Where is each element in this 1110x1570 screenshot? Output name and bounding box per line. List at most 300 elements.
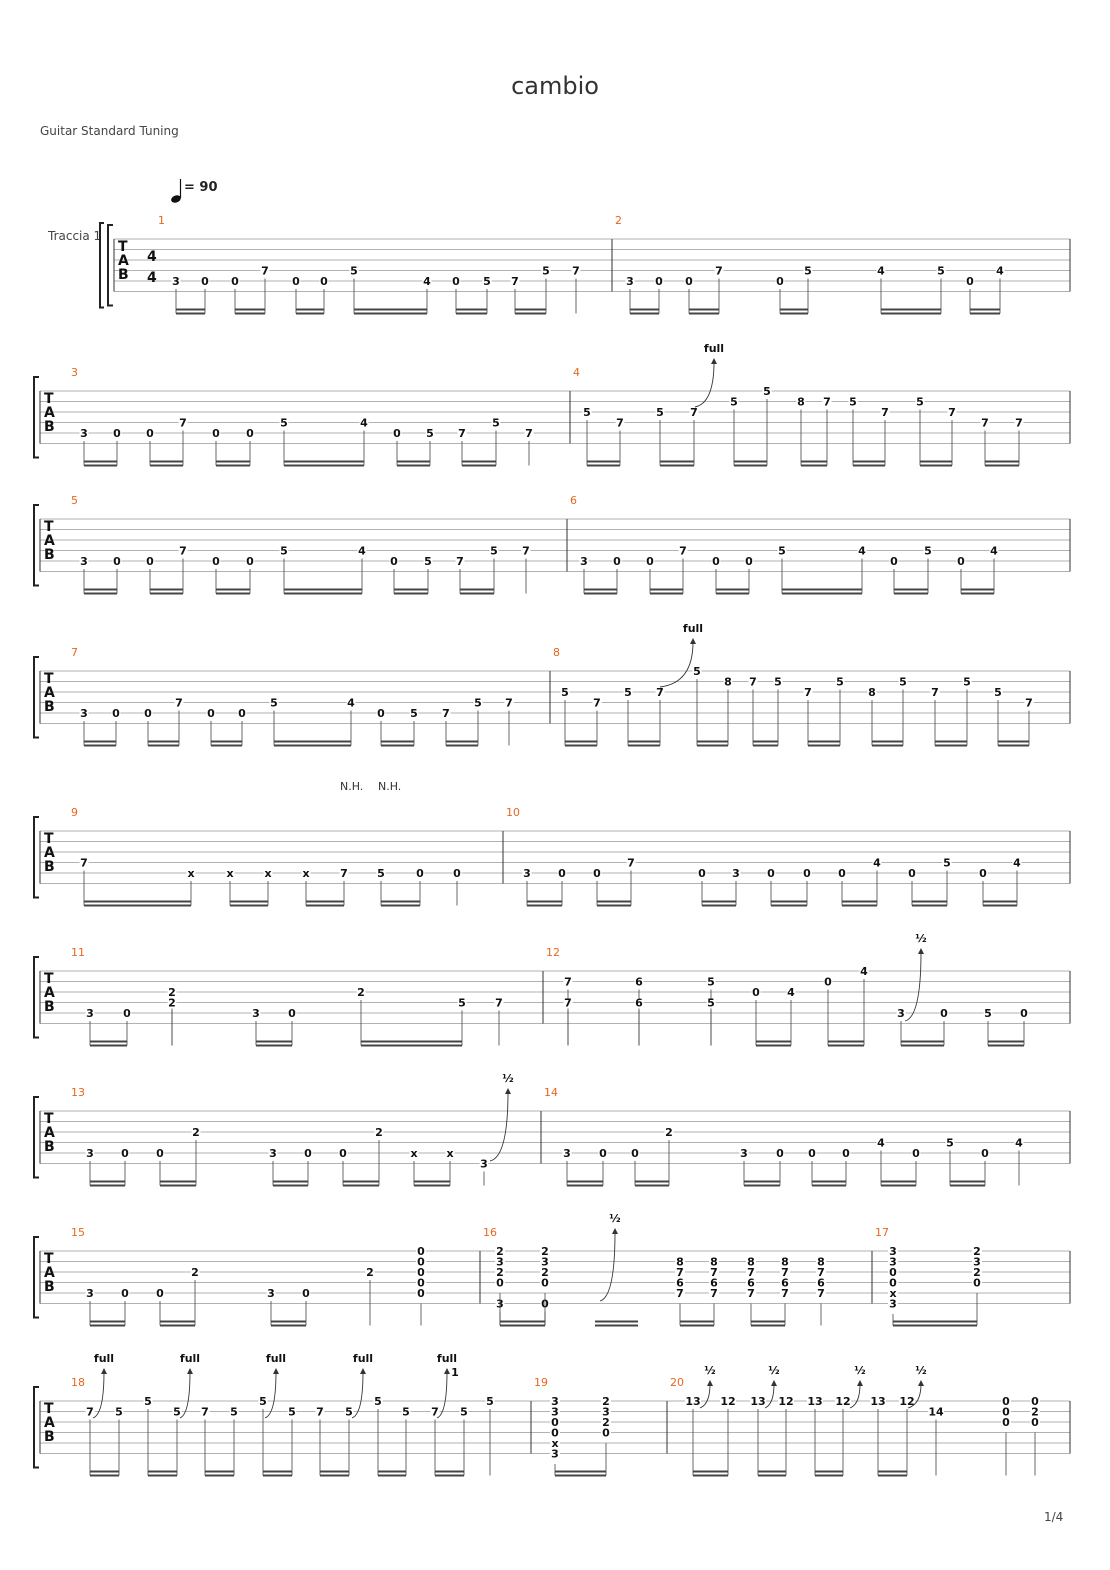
fret-number: 7 (201, 1405, 209, 1419)
chord-fret: 2 (496, 1266, 504, 1279)
fret-number: 0 (979, 867, 987, 880)
fret-number: 3 (580, 555, 588, 568)
fret-number: 5 (693, 665, 701, 678)
bar-number: 1 (158, 214, 165, 227)
fret-number: 7 (316, 1405, 324, 1419)
fret-number: 0 (212, 555, 220, 568)
chord-fret: 3 (496, 1255, 504, 1269)
fret-number: 13 (807, 1395, 823, 1408)
fret-number: x (302, 867, 310, 880)
fret-number: 2 (375, 1126, 383, 1139)
fret-number: 3 (80, 555, 88, 568)
fret-number: 5 (774, 675, 782, 689)
fret-number: x (226, 867, 234, 880)
fret-number: 0 (156, 1147, 164, 1160)
fret-number: 0 (940, 1007, 948, 1020)
chord-fret: 0 (551, 1426, 559, 1440)
fret-number: 7 (86, 1405, 94, 1419)
bend-arrowhead (918, 948, 924, 954)
fret-number: 0 (908, 867, 916, 880)
fret-number: 7 (261, 264, 269, 278)
fret-number: 5 (624, 686, 632, 699)
bend-arrowhead (187, 1368, 193, 1374)
bend-amount: full (436, 1352, 458, 1365)
bend-arrowhead (690, 638, 696, 644)
bend-curve (700, 1384, 710, 1408)
system-brace (34, 817, 39, 898)
fret-number: 0 (416, 867, 424, 880)
bar-number: 13 (71, 1086, 85, 1099)
fret-number: 3 (80, 427, 88, 440)
fret-number: 0 (231, 275, 239, 288)
chord-fret: 7 (781, 1287, 789, 1300)
bend-amount: ½ (609, 1212, 621, 1225)
fret-number: 0 (803, 867, 811, 880)
fret-number: 0 (745, 555, 753, 568)
bend-release-number: 1 (451, 1366, 459, 1379)
tab-clef-letter: B (44, 859, 55, 875)
system-brace (34, 657, 39, 738)
fret-number: 0 (288, 1007, 296, 1020)
fret-number: 0 (320, 275, 328, 288)
fret-number: 7 (511, 275, 519, 288)
fret-number: 5 (849, 395, 857, 409)
tab-clef-letter: T (44, 519, 54, 535)
bend-amount: ½ (915, 1364, 927, 1377)
fret-number: 12 (778, 1395, 794, 1408)
tab-clef-letter: B (44, 699, 55, 715)
bend-amount: full (265, 1352, 287, 1365)
fret-number: 4 (996, 264, 1004, 278)
fret-number: 5 (804, 264, 812, 278)
fret-number: 3 (496, 1297, 504, 1311)
fret-number: 5 (288, 1405, 296, 1419)
track-name: Traccia 1 (48, 229, 102, 243)
fret-number: 5 (374, 1395, 382, 1408)
fret-number: 5 (984, 1007, 992, 1020)
fret-number: 7 (456, 555, 464, 568)
bar-number: 15 (71, 1226, 85, 1239)
fret-number: 5 (763, 385, 771, 398)
fret-number: 5 (280, 416, 288, 430)
fret-number: 14 (928, 1405, 944, 1419)
fret-number: 0 (201, 275, 209, 288)
fret-number: 2 (366, 1266, 374, 1279)
fret-number: 2 (192, 1126, 200, 1139)
tab-clef-letter: B (44, 1279, 55, 1295)
fret-number: 2 (168, 986, 176, 999)
fret-number: 5 (707, 996, 715, 1010)
fret-number: 0 (212, 427, 220, 440)
fret-number: 4 (423, 275, 431, 288)
fret-number: 0 (156, 1287, 164, 1300)
fret-number: 8 (724, 675, 732, 689)
bar-number: 17 (875, 1226, 889, 1239)
fret-number: 5 (916, 395, 924, 409)
fret-number: 7 (179, 416, 187, 430)
fret-number: 5 (492, 416, 500, 430)
bar-number: 3 (71, 366, 78, 379)
fret-number: 0 (752, 986, 760, 999)
fret-number: 7 (1015, 416, 1023, 430)
fret-number: 5 (259, 1395, 267, 1408)
fret-number: 5 (115, 1405, 123, 1419)
fret-number: 3 (269, 1147, 277, 1160)
natural-harmonic-label: N.H. (378, 780, 402, 793)
fret-number: 13 (685, 1395, 701, 1408)
fret-number: 4 (1013, 856, 1021, 870)
fret-number: 0 (838, 867, 846, 880)
bend-curve (660, 642, 693, 687)
chord-fret: 7 (747, 1287, 755, 1300)
fret-number: 0 (146, 555, 154, 568)
bend-arrowhead (918, 1380, 924, 1386)
fret-number: 0 (613, 555, 621, 568)
fret-number: 0 (302, 1287, 310, 1300)
bar-number: 6 (570, 494, 577, 507)
tab-clef-letter: T (44, 391, 54, 407)
tuning-label: Guitar Standard Tuning (40, 124, 179, 138)
fret-number: 2 (191, 1266, 199, 1279)
fret-number: 5 (270, 696, 278, 710)
fret-number: 5 (490, 544, 498, 558)
fret-number: 4 (858, 544, 866, 558)
fret-number: 0 (776, 275, 784, 288)
fret-number: 4 (347, 696, 355, 710)
fret-number: 6 (635, 996, 643, 1010)
fret-number: 3 (86, 1287, 94, 1300)
fret-number: 2 (357, 986, 365, 999)
chord-fret: 2 (541, 1245, 549, 1258)
chord-fret: 2 (602, 1395, 610, 1408)
bend-amount: ½ (502, 1072, 514, 1085)
fret-number: 0 (339, 1147, 347, 1160)
system-brace (34, 377, 39, 458)
bend-arrowhead (444, 1368, 450, 1374)
fret-number: 3 (80, 707, 88, 720)
fret-number: 5 (778, 544, 786, 558)
fret-number: 4 (873, 856, 881, 870)
fret-number: 12 (720, 1395, 736, 1408)
bend-arrowhead (857, 1380, 863, 1386)
natural-harmonic-label: N.H. (340, 780, 364, 793)
bar-number: 18 (71, 1376, 85, 1389)
fret-number: 7 (1025, 696, 1033, 710)
fret-number: 7 (931, 686, 939, 699)
bend-curve (695, 362, 714, 407)
fret-number: 0 (452, 275, 460, 288)
system-brace (34, 1237, 39, 1318)
fret-number: 5 (230, 1405, 238, 1419)
fret-number: 0 (631, 1147, 639, 1160)
chord-fret: 0 (417, 1255, 425, 1269)
fret-number: 0 (453, 867, 461, 880)
chord-fret: 0 (889, 1276, 897, 1290)
chord-fret: 0 (1031, 1416, 1039, 1429)
tempo-value: = 90 (184, 180, 218, 195)
chord-fret: 3 (973, 1255, 981, 1269)
fret-number: 5 (924, 544, 932, 558)
fret-number: 7 (175, 696, 183, 710)
chord-fret: 7 (817, 1266, 825, 1279)
fret-number: 5 (583, 406, 591, 419)
tab-clef-letter: B (44, 1429, 55, 1445)
tab-clef-letter: A (118, 253, 129, 269)
fret-number: 0 (238, 707, 246, 720)
bend-curve (765, 1384, 774, 1408)
fret-number: 4 (787, 986, 795, 999)
fret-number: 5 (963, 675, 971, 689)
chord-fret: 0 (417, 1266, 425, 1279)
bar-number: 4 (573, 366, 580, 379)
tab-clef-letter: T (44, 1111, 54, 1127)
fret-number: 5 (426, 427, 434, 440)
fret-number: 0 (655, 275, 663, 288)
tab-clef-letter: T (44, 1251, 54, 1267)
chord-fret: 2 (1031, 1405, 1039, 1419)
fret-number: 4 (860, 965, 868, 978)
fret-number: 0 (113, 555, 121, 568)
tab-clef-letter: B (44, 547, 55, 563)
tab-clef-letter: A (44, 985, 55, 1001)
bend-curve (850, 1384, 860, 1408)
tab-clef-letter: A (44, 1125, 55, 1141)
fret-number: 7 (656, 686, 664, 699)
fret-number: 5 (144, 1395, 152, 1408)
bar-number: 8 (553, 646, 560, 659)
tab-clef-letter: B (118, 267, 129, 283)
bend-amount: full (682, 622, 704, 635)
fret-number: 3 (523, 867, 531, 880)
fret-number: 0 (698, 867, 706, 880)
bar-number: 12 (546, 946, 560, 959)
fret-number: 8 (868, 686, 876, 699)
time-signature-bottom: 4 (147, 270, 157, 286)
bar-number: 19 (534, 1376, 548, 1389)
fret-number: 4 (877, 264, 885, 278)
fret-number: 0 (842, 1147, 850, 1160)
fret-number: 4 (990, 544, 998, 558)
fret-number: x (187, 867, 195, 880)
fret-number: x (446, 1147, 454, 1160)
bar-number: 14 (544, 1086, 558, 1099)
bar-number: 10 (506, 806, 520, 819)
chord-fret: 6 (781, 1276, 789, 1290)
bend-amount: full (179, 1352, 201, 1365)
fret-number: 6 (635, 975, 643, 989)
fret-number: 7 (495, 996, 503, 1010)
fret-number: 7 (564, 975, 572, 989)
chord-fret: 7 (817, 1287, 825, 1300)
fret-number: 0 (776, 1147, 784, 1160)
tab-clef-letter: T (118, 239, 128, 255)
chord-fret: 8 (747, 1255, 755, 1269)
chord-fret: 3 (889, 1255, 897, 1269)
tab-clef-letter: B (44, 999, 55, 1015)
fret-number: 0 (144, 707, 152, 720)
fret-number: 7 (981, 416, 989, 430)
fret-number: 5 (656, 406, 664, 419)
fret-number: 5 (707, 975, 715, 989)
chord-fret: 6 (747, 1276, 755, 1290)
chord-fret: 8 (676, 1255, 684, 1269)
fret-number: 4 (877, 1136, 885, 1150)
tab-clef-letter: A (44, 685, 55, 701)
chord-fret: 2 (973, 1266, 981, 1279)
fret-number: 12 (899, 1395, 915, 1408)
fret-number: 4 (360, 416, 368, 430)
fret-number: 2 (168, 996, 176, 1010)
tab-clef-letter: A (44, 533, 55, 549)
chord-fret: 7 (710, 1287, 718, 1300)
fret-number: 0 (121, 1147, 129, 1160)
tab-clef-letter: T (44, 1401, 54, 1417)
fret-number: 0 (712, 555, 720, 568)
fret-number: 7 (679, 544, 687, 558)
fret-number: 5 (483, 275, 491, 288)
fret-number: 0 (123, 1007, 131, 1020)
bar-number: 2 (615, 214, 622, 227)
fret-number: 5 (730, 395, 738, 409)
tab-clef-letter: B (44, 419, 55, 435)
bend-amount: ½ (915, 932, 927, 945)
bend-arrowhead (771, 1380, 777, 1386)
fret-number: 7 (431, 1405, 439, 1419)
fret-number: 4 (358, 544, 366, 558)
fret-number: x (410, 1147, 418, 1160)
fret-number: 3 (626, 275, 634, 288)
chord-fret: 7 (747, 1266, 755, 1279)
fret-number: 0 (246, 427, 254, 440)
tab-clef-letter: T (44, 671, 54, 687)
fret-number: 5 (410, 707, 418, 720)
fret-number: 8 (797, 395, 805, 409)
bend-arrowhead (707, 1380, 713, 1386)
fret-number: 0 (599, 1147, 607, 1160)
fret-number: 5 (424, 555, 432, 568)
fret-number: 0 (146, 427, 154, 440)
fret-number: 3 (86, 1007, 94, 1020)
fret-number: 7 (572, 264, 580, 278)
fret-number: 7 (179, 544, 187, 558)
fret-number: 0 (541, 1297, 549, 1311)
chord-fret: 3 (551, 1395, 559, 1408)
fret-number: 0 (767, 867, 775, 880)
fret-number: 7 (715, 264, 723, 278)
fret-number: 3 (480, 1157, 488, 1171)
bend-amount: ½ (768, 1364, 780, 1377)
chord-fret: 6 (817, 1276, 825, 1290)
system-brace (108, 225, 113, 306)
chord-fret: 3 (602, 1405, 610, 1419)
chord-fret: 0 (1031, 1395, 1039, 1408)
fret-number: 7 (823, 395, 831, 409)
fret-number: 5 (474, 696, 482, 710)
fret-number: 12 (835, 1395, 851, 1408)
tab-clef-letter: A (44, 1415, 55, 1431)
fret-number: 7 (593, 696, 601, 710)
chord-fret: 0 (551, 1416, 559, 1429)
fret-number: 7 (80, 856, 88, 870)
fret-number: 7 (627, 856, 635, 870)
fret-number: 7 (881, 406, 889, 419)
fret-number: 5 (899, 675, 907, 689)
fret-number: 0 (981, 1147, 989, 1160)
fret-number: 0 (113, 427, 121, 440)
fret-number: 3 (740, 1147, 748, 1160)
chord-fret: 0 (602, 1426, 610, 1440)
fret-number: 7 (564, 996, 572, 1010)
bend-amount: full (352, 1352, 374, 1365)
bend-arrowhead (360, 1368, 366, 1374)
fret-number: 0 (646, 555, 654, 568)
tab-clef-letter: A (44, 1265, 55, 1281)
fret-number: 7 (804, 686, 812, 699)
chord-fret: 0 (1002, 1416, 1010, 1429)
time-signature-top: 4 (147, 249, 157, 265)
chord-fret: 8 (817, 1255, 825, 1269)
bend-curve (490, 1092, 508, 1161)
chord-fret: 0 (417, 1287, 425, 1300)
bar-number: 20 (670, 1376, 684, 1389)
fret-number: 4 (1015, 1136, 1023, 1150)
chord-fret: 2 (496, 1245, 504, 1258)
fret-number: 3 (732, 867, 740, 880)
tab-clef-letter: T (44, 971, 54, 987)
fret-number: 7 (340, 867, 348, 880)
fret-number: 0 (246, 555, 254, 568)
fret-number: 5 (377, 867, 385, 880)
fret-number: 0 (685, 275, 693, 288)
chord-fret: 3 (551, 1447, 559, 1461)
fret-number: 5 (460, 1405, 468, 1419)
bend-curve (905, 952, 921, 1021)
tab-clef-letter: A (44, 405, 55, 421)
bend-curve (600, 1232, 615, 1301)
chord-fret: 7 (710, 1266, 718, 1279)
tab-clef-letter: T (44, 831, 54, 847)
system-brace (34, 957, 39, 1038)
chord-fret: 0 (417, 1276, 425, 1290)
bend-arrowhead (101, 1368, 107, 1374)
fret-number: x (264, 867, 272, 880)
fret-number: 7 (948, 406, 956, 419)
song-title: cambio (511, 72, 599, 100)
bend-amount: full (703, 342, 725, 355)
system-brace (34, 1097, 39, 1178)
fret-number: 0 (390, 555, 398, 568)
chord-fret: 3 (889, 1245, 897, 1258)
system-brace (34, 505, 39, 586)
fret-number: 3 (172, 275, 180, 288)
fret-number: 5 (280, 544, 288, 558)
chord-fret: x (889, 1287, 897, 1300)
tab-clef-letter: B (44, 1139, 55, 1155)
chord-fret: 8 (781, 1255, 789, 1269)
track-brace (100, 223, 104, 308)
fret-number: 0 (593, 867, 601, 880)
fret-number: 3 (252, 1007, 260, 1020)
bend-amount: ½ (854, 1364, 866, 1377)
chord-fret: 0 (417, 1245, 425, 1258)
fret-number: 0 (377, 707, 385, 720)
chord-fret: 0 (973, 1276, 981, 1290)
bend-amount: ½ (704, 1364, 716, 1377)
fret-number: 7 (458, 427, 466, 440)
system-brace (34, 1387, 39, 1468)
fret-number: 5 (542, 264, 550, 278)
chord-fret: 7 (676, 1287, 684, 1300)
